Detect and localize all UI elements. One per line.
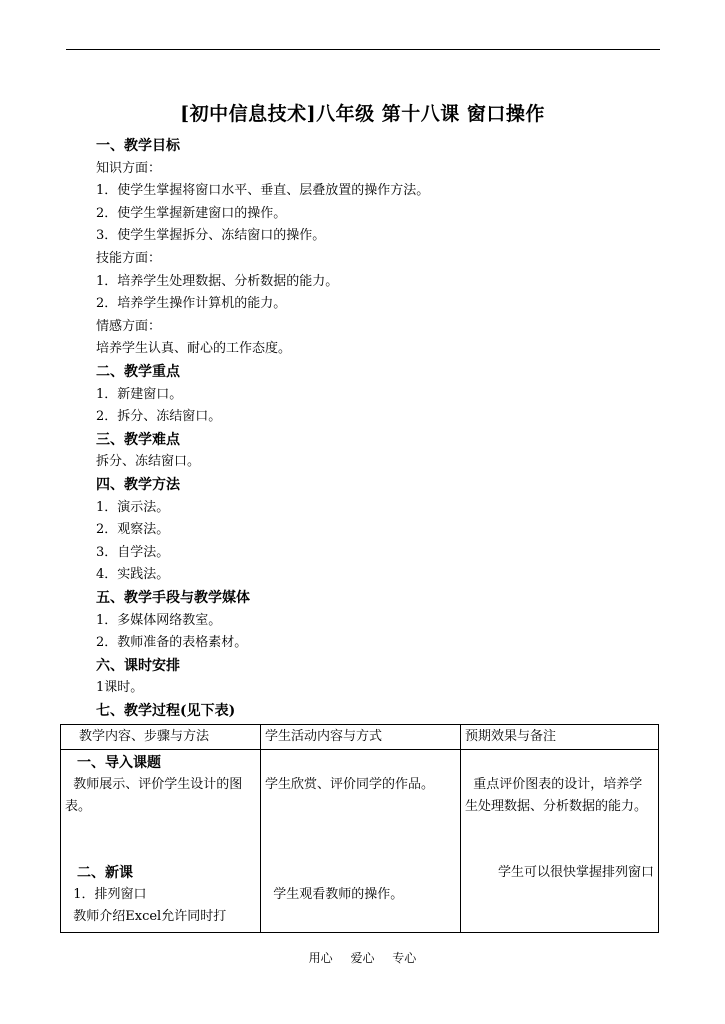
body-text-line: 1．演示法。: [96, 499, 170, 515]
teaching-process-table: [60, 724, 659, 933]
table-header-cell: 学生活动内容与方式: [261, 725, 461, 750]
cell-text: 学生欣赏、评价同学的作品。: [265, 777, 435, 792]
table-cell: [261, 750, 461, 933]
section-heading: 三、教学难点: [96, 431, 180, 448]
cell-text: 1．排列窗口: [65, 887, 147, 902]
body-text-line: 4．实践法。: [96, 567, 170, 583]
body-text-line: 1．新建窗口。: [96, 386, 183, 402]
section-heading: 二、新课: [77, 865, 133, 881]
body-text-line: 技能方面：: [96, 251, 162, 266]
body-text-line: 3．自学法。: [96, 544, 170, 560]
section-heading: 六、课时安排: [96, 657, 180, 674]
section-heading: 七、教学过程(见下表): [96, 703, 236, 719]
table-cell: [61, 750, 261, 933]
body-text-line: 1．使学生掌握将窗口水平、垂直、层叠放置的操作方法。: [96, 183, 430, 199]
table-row: [61, 750, 659, 933]
section-heading: 二、教学重点: [96, 364, 180, 380]
cell-text: 重点评价图表的设计，培养学生处理数据、分析数据的能力。: [465, 777, 648, 814]
section-heading: 一、教学目标: [96, 138, 180, 154]
body-text-line: 2．培养学生操作计算机的能力。: [96, 296, 287, 312]
body-text-line: 2．拆分、冻结窗口。: [96, 409, 222, 425]
body-text-line: 培养学生认真、耐心的工作态度。: [96, 341, 292, 357]
body-text-line: 2．教师准备的表格素材。: [96, 635, 248, 651]
table-cell: [461, 750, 659, 933]
table-header-cell: 预期效果与备注: [461, 725, 659, 750]
body-text-line: 1．多媒体网络教室。: [96, 612, 222, 628]
cell-text: 教师介绍Excel允许同时打: [65, 909, 227, 924]
cell-text: 学生可以很快掌握排列窗口: [497, 865, 654, 880]
section-heading: 五、教学手段与教学媒体: [96, 590, 250, 606]
page-footer: 用心 爱心 专心: [308, 951, 417, 965]
body-text-line: 2．观察法。: [96, 522, 170, 538]
body-text-line: 知识方面：: [96, 160, 162, 176]
document-title: [初中信息技术]八年级 第十八课 窗口操作: [180, 103, 545, 125]
body-text-line: 1．培养学生处理数据、分析数据的能力。: [96, 273, 339, 289]
section-heading: 一、导入课题: [77, 755, 161, 771]
table-header-cell: 教学内容、步骤与方法: [61, 725, 261, 750]
body-text-line: 3．使学生掌握拆分、冻结窗口的操作。: [96, 228, 326, 244]
body-text-line: 拆分、冻结窗口。: [96, 454, 201, 470]
body-text-line: 2．使学生掌握新建窗口的操作。: [96, 205, 287, 221]
cell-text: 学生观看教师的操作。: [265, 887, 404, 902]
header-rule: [66, 49, 660, 50]
section-heading: 四、教学方法: [96, 477, 180, 493]
table-header-row: [61, 725, 659, 750]
cell-text: 教师展示、评价学生设计的图表。: [65, 777, 243, 814]
body-text-line: 1课时。: [96, 680, 144, 696]
body-text-line: 情感方面：: [96, 318, 162, 334]
